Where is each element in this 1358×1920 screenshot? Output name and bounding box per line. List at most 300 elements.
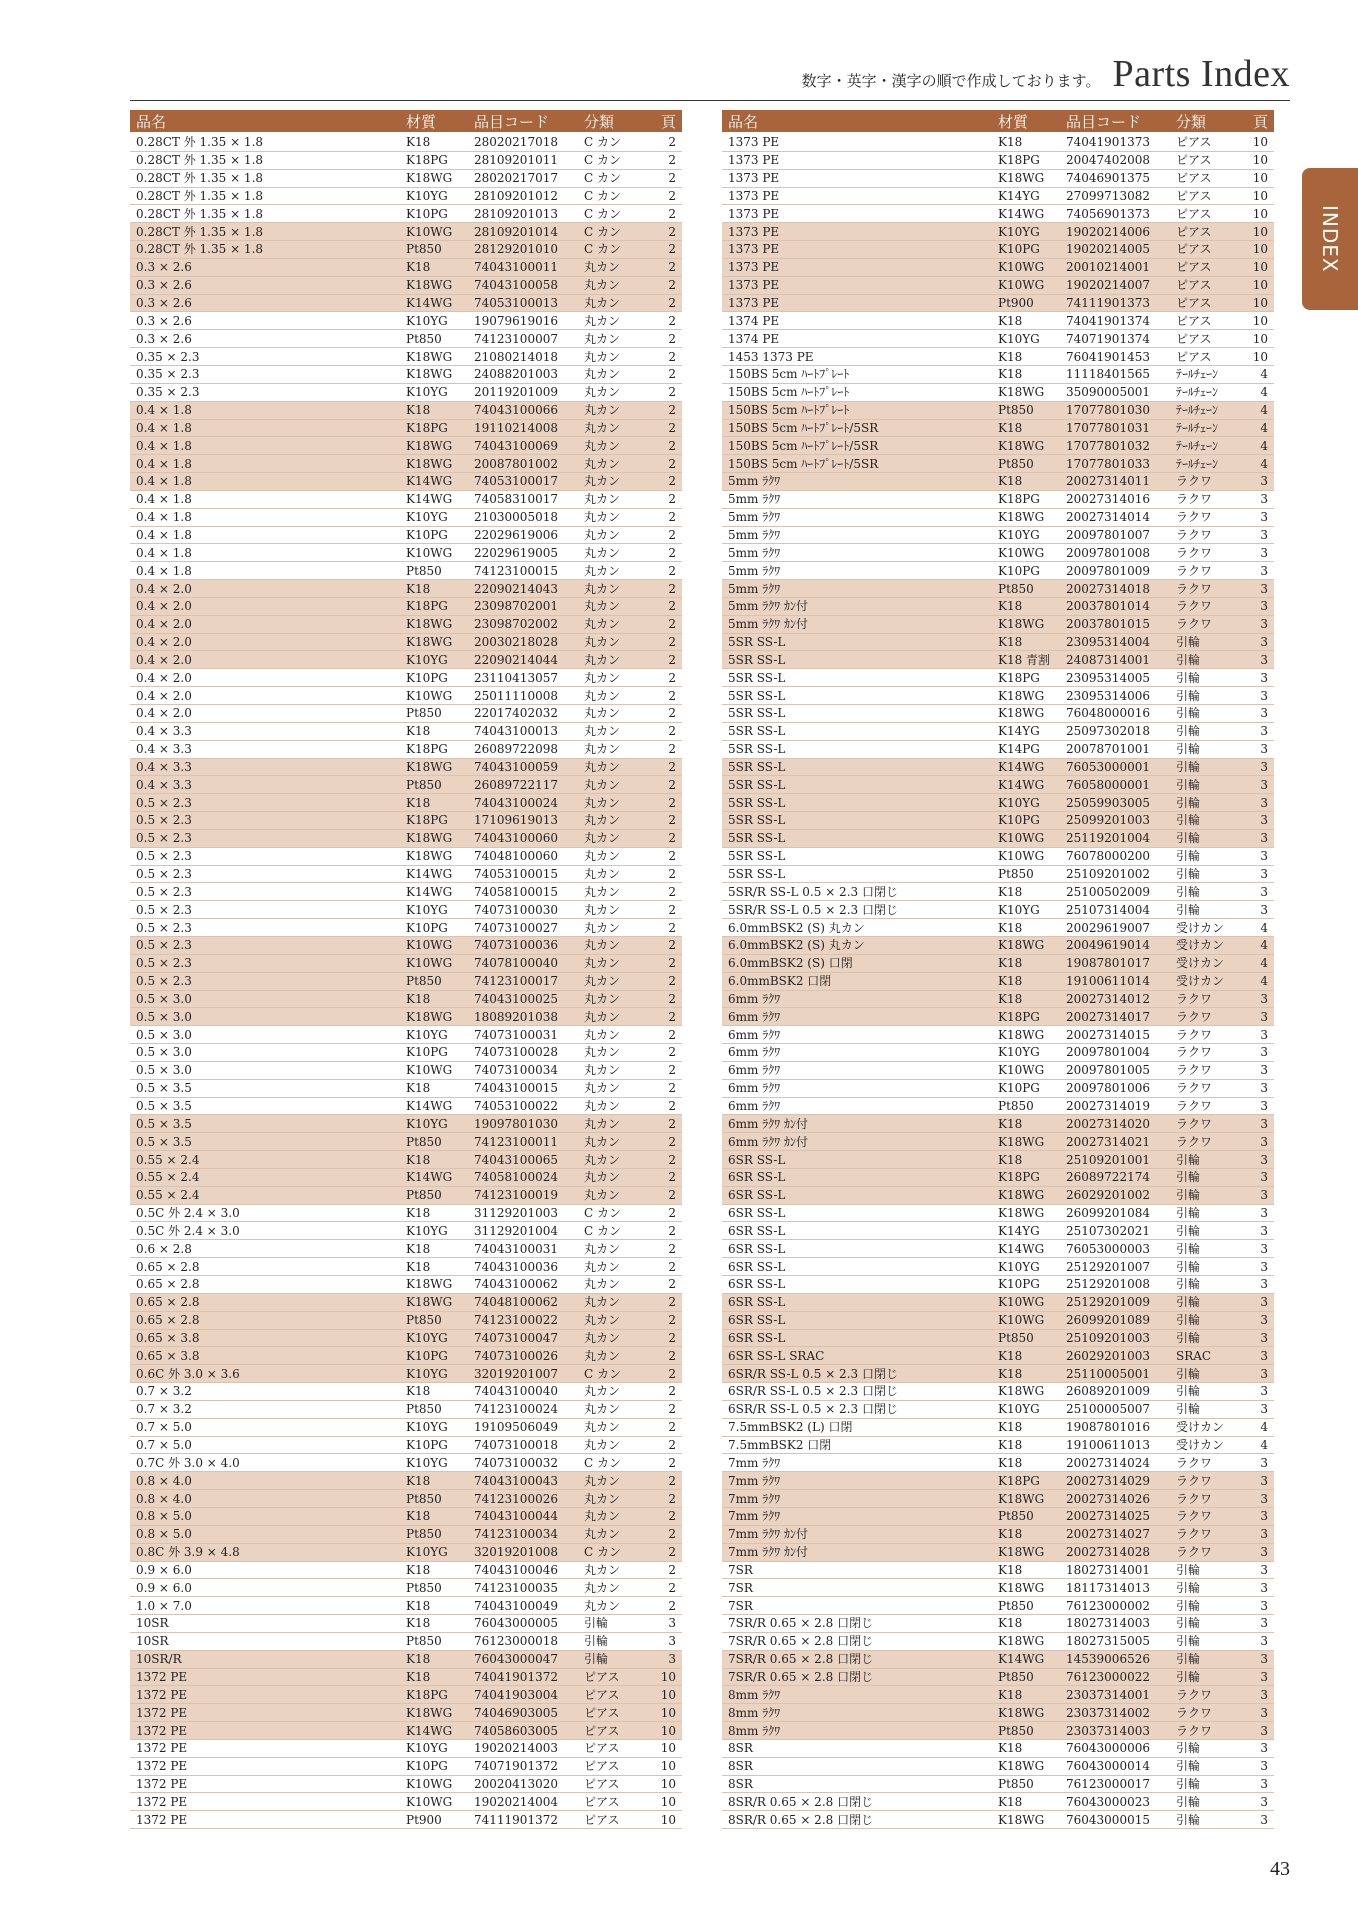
cell-page: 2 <box>668 1242 676 1255</box>
cell-code: 20027314018 <box>1066 582 1150 595</box>
table-row <box>722 1080 1274 1098</box>
table-row <box>722 901 1274 919</box>
table-row <box>130 1740 682 1758</box>
cell-category: 丸カン <box>584 528 621 541</box>
cell-page: 2 <box>668 1349 676 1362</box>
cell-name: 10SR <box>136 1635 169 1648</box>
cell-category: 引輪 <box>1176 1260 1201 1273</box>
cell-code: 19100611014 <box>1066 975 1150 988</box>
cell-material: K14WG <box>998 207 1045 220</box>
cell-page: 3 <box>1260 671 1268 684</box>
cell-name: 5SR SS-L <box>728 707 786 720</box>
cell-page: 4 <box>1260 368 1268 381</box>
cell-category: 引輪 <box>1176 1224 1201 1237</box>
cell-name: 0.7C 外 3.0 × 4.0 <box>136 1456 240 1469</box>
cell-code: 74043100036 <box>474 1260 558 1273</box>
cell-material: Pt850 <box>406 1135 442 1148</box>
table-row <box>130 1115 682 1133</box>
cell-material: K18 <box>998 885 1023 898</box>
cell-category: 引輪 <box>1176 1153 1201 1166</box>
cell-material: K18 <box>406 1510 431 1523</box>
cell-code: 20049619014 <box>1066 939 1150 952</box>
cell-code: 26089722098 <box>474 743 558 756</box>
cell-page: 10 <box>1252 189 1268 202</box>
cell-page: 3 <box>1260 1349 1268 1362</box>
cell-code: 27099713082 <box>1066 189 1150 202</box>
cell-material: K18WG <box>406 439 453 452</box>
cell-category: ラクワ <box>1176 618 1213 631</box>
cell-category: ピアス <box>1176 172 1212 185</box>
cell-material: K10WG <box>998 261 1045 274</box>
cell-page: 3 <box>1260 653 1268 666</box>
cell-page: 3 <box>1260 1688 1268 1701</box>
cell-category: ピアス <box>1176 350 1212 363</box>
cell-code: 26029201002 <box>1066 1189 1150 1202</box>
cell-page: 10 <box>1252 332 1268 345</box>
cell-name: 0.4 × 1.8 <box>136 493 192 506</box>
cell-code: 25109201003 <box>1066 1331 1150 1344</box>
cell-material: K10WG <box>406 689 453 702</box>
cell-name: 150BS 5cm ﾊｰﾄﾌﾟﾚｰﾄ/5SR <box>728 457 879 470</box>
cell-category: ラクワ <box>1176 1010 1213 1023</box>
cell-code: 22029619006 <box>474 528 558 541</box>
cell-material: K10YG <box>406 1421 448 1434</box>
table-row <box>130 1240 682 1258</box>
cell-material: K14WG <box>406 493 453 506</box>
cell-page: 3 <box>1260 1670 1268 1683</box>
table-row <box>130 1187 682 1205</box>
cell-code: 74043100024 <box>474 796 558 809</box>
cell-material: K18 <box>406 1385 431 1398</box>
table-row <box>130 1454 682 1472</box>
cell-material: K18WG <box>406 832 453 845</box>
table-row <box>722 598 1274 616</box>
cell-code: 25011110008 <box>474 689 558 702</box>
cell-code: 74058603005 <box>474 1724 558 1737</box>
cell-page: 3 <box>1260 1528 1268 1541</box>
table-row <box>130 973 682 991</box>
cell-category: 丸カン <box>584 1599 621 1612</box>
cell-material: K18WG <box>998 386 1045 399</box>
cell-page: 3 <box>1260 1403 1268 1416</box>
cell-code: 74043100066 <box>474 404 558 417</box>
cell-name: 5SR SS-L <box>728 671 786 684</box>
cell-material: Pt850 <box>998 1599 1034 1612</box>
cell-name: 0.35 × 2.3 <box>136 350 200 363</box>
cell-name: 0.3 × 2.6 <box>136 261 192 274</box>
cell-code: 74058310017 <box>474 493 558 506</box>
cell-material: K10YG <box>998 528 1040 541</box>
cell-category: ラクワ <box>1176 1474 1213 1487</box>
table-row <box>722 1062 1274 1080</box>
table-row <box>130 991 682 1009</box>
cell-code: 20010214001 <box>1066 261 1150 274</box>
table-row <box>130 1526 682 1544</box>
cell-category: 引輪 <box>1176 743 1201 756</box>
header-category: 分類 <box>584 112 615 131</box>
cell-name: 0.65 × 3.8 <box>136 1349 200 1362</box>
cell-code: 14539006526 <box>1066 1653 1150 1666</box>
table-header-right <box>722 110 1274 132</box>
cell-category: C カン <box>584 1207 621 1220</box>
cell-category: ピアス <box>584 1778 620 1791</box>
cell-code: 19097801030 <box>474 1117 558 1130</box>
cell-category: ピアス <box>1176 136 1212 149</box>
cell-code: 32019201007 <box>474 1367 558 1380</box>
cell-page: 2 <box>668 1296 676 1309</box>
table-row <box>130 134 682 152</box>
cell-category: 丸カン <box>584 814 621 827</box>
cell-material: K10YG <box>406 386 448 399</box>
cell-material: K18WG <box>406 350 453 363</box>
cell-name: 0.28CT 外 1.35 × 1.8 <box>136 207 264 220</box>
cell-page: 10 <box>660 1778 676 1791</box>
cell-category: 丸カン <box>584 332 621 345</box>
cell-category: 引輪 <box>1176 1314 1201 1327</box>
cell-code: 20027314020 <box>1066 1117 1150 1130</box>
cell-code: 19079619016 <box>474 314 558 327</box>
table-row <box>722 437 1274 455</box>
cell-page: 3 <box>1260 511 1268 524</box>
header-code: 品目コード <box>474 112 550 131</box>
table-row <box>130 223 682 241</box>
cell-page: 2 <box>668 636 676 649</box>
cell-name: 7mm ﾗｸﾜ <box>728 1456 781 1469</box>
cell-page: 3 <box>1260 528 1268 541</box>
table-row <box>130 830 682 848</box>
table-row <box>722 205 1274 223</box>
cell-page: 3 <box>1260 1028 1268 1041</box>
cell-name: 6SR SS-L <box>728 1331 786 1344</box>
cell-material: Pt850 <box>998 1510 1034 1523</box>
table-row <box>130 1330 682 1348</box>
cell-name: 6.0mmBSK2 口閉 <box>728 975 832 988</box>
cell-name: 150BS 5cm ﾊｰﾄﾌﾟﾚｰﾄ/5SR <box>728 421 879 434</box>
table-row <box>722 402 1274 420</box>
cell-category: SRAC <box>1176 1349 1212 1362</box>
cell-material: Pt850 <box>406 778 442 791</box>
cell-page: 2 <box>668 1117 676 1130</box>
cell-code: 20020413020 <box>474 1778 558 1791</box>
cell-material: K18WG <box>406 850 453 863</box>
cell-name: 0.5 × 3.0 <box>136 1010 192 1023</box>
cell-page: 2 <box>668 1278 676 1291</box>
cell-page: 3 <box>1260 564 1268 577</box>
cell-code: 20037801014 <box>1066 600 1150 613</box>
table-row <box>130 1544 682 1562</box>
table-row <box>722 794 1274 812</box>
cell-code: 74123100015 <box>474 564 558 577</box>
cell-code: 20027314011 <box>1066 475 1150 488</box>
cell-category: 丸カン <box>584 707 621 720</box>
table-row <box>130 883 682 901</box>
cell-category: 引輪 <box>1176 1296 1201 1309</box>
cell-name: 0.65 × 2.8 <box>136 1314 200 1327</box>
cell-category: 引輪 <box>1176 903 1201 916</box>
cell-category: 丸カン <box>584 582 621 595</box>
cell-material: K18WG <box>998 1028 1045 1041</box>
cell-code: 74053100017 <box>474 475 558 488</box>
table-row <box>130 366 682 384</box>
cell-code: 23110413057 <box>474 671 558 684</box>
cell-page: 2 <box>668 885 676 898</box>
cell-page: 3 <box>1260 814 1268 827</box>
cell-code: 74043100043 <box>474 1474 558 1487</box>
cell-code: 74046901375 <box>1066 172 1150 185</box>
cell-category: 丸カン <box>584 386 621 399</box>
cell-material: K10PG <box>998 1278 1040 1291</box>
table-row <box>722 741 1274 759</box>
cell-code: 20027314021 <box>1066 1135 1150 1148</box>
table-row <box>722 1633 1274 1651</box>
cell-code: 25119201004 <box>1066 832 1150 845</box>
cell-material: K18 <box>998 975 1023 988</box>
cell-name: 0.35 × 2.3 <box>136 386 200 399</box>
cell-code: 74043100011 <box>474 261 558 274</box>
header-page: 頁 <box>660 112 676 131</box>
cell-material: K10WG <box>998 546 1045 559</box>
cell-category: 丸カン <box>584 1349 621 1362</box>
table-row <box>130 687 682 705</box>
cell-code: 74046903005 <box>474 1706 558 1719</box>
cell-name: 5SR SS-L <box>728 778 786 791</box>
cell-code: 74043100013 <box>474 725 558 738</box>
cell-material: K18 <box>406 1653 431 1666</box>
cell-category: 丸カン <box>584 511 621 524</box>
cell-name: 1373 PE <box>728 207 780 220</box>
cell-code: 26029201003 <box>1066 1349 1150 1362</box>
cell-code: 76058000001 <box>1066 778 1150 791</box>
cell-material: K18 <box>998 921 1023 934</box>
cell-material: K14WG <box>998 1653 1045 1666</box>
cell-category: ラクワ <box>1176 546 1213 559</box>
cell-code: 74123100026 <box>474 1492 558 1505</box>
cell-code: 20097801005 <box>1066 1064 1150 1077</box>
cell-page: 3 <box>1260 992 1268 1005</box>
cell-page: 10 <box>660 1706 676 1719</box>
cell-code: 25097302018 <box>1066 725 1150 738</box>
cell-name: 0.5 × 2.3 <box>136 975 192 988</box>
cell-code: 20027314017 <box>1066 1010 1150 1023</box>
cell-material: K18 <box>998 1439 1023 1452</box>
cell-material: K18WG <box>998 707 1045 720</box>
cell-page: 3 <box>1260 725 1268 738</box>
cell-category: ラクワ <box>1176 475 1213 488</box>
cell-page: 2 <box>668 172 676 185</box>
cell-material: Pt850 <box>998 457 1034 470</box>
cell-material: K18WG <box>406 457 453 470</box>
cell-material: K10PG <box>998 243 1040 256</box>
cell-code: 74073100031 <box>474 1028 558 1041</box>
cell-category: 丸カン <box>584 618 621 631</box>
cell-material: K10PG <box>406 1760 448 1773</box>
table-row <box>722 1258 1274 1276</box>
cell-name: 1374 PE <box>728 332 780 345</box>
cell-page: 2 <box>668 1331 676 1344</box>
cell-page: 3 <box>1260 832 1268 845</box>
table-row <box>722 223 1274 241</box>
cell-category: 丸カン <box>584 1064 621 1077</box>
cell-code: 20027314028 <box>1066 1546 1150 1559</box>
cell-category: ラクワ <box>1176 1135 1213 1148</box>
cell-code: 18089201038 <box>474 1010 558 1023</box>
cell-category: 引輪 <box>1176 796 1201 809</box>
cell-name: 0.4 × 1.8 <box>136 564 192 577</box>
page-title: Parts Index <box>1112 53 1290 95</box>
table-row <box>722 883 1274 901</box>
cell-category: 引輪 <box>1176 778 1201 791</box>
cell-material: K18 <box>406 136 431 149</box>
cell-name: 0.5 × 3.0 <box>136 1064 192 1077</box>
side-index-tab[interactable] <box>1302 168 1358 310</box>
cell-page: 3 <box>1260 760 1268 773</box>
cell-name: 8mm ﾗｸﾜ <box>728 1724 781 1737</box>
cell-name: 0.9 × 6.0 <box>136 1563 192 1576</box>
cell-code: 74043100059 <box>474 760 558 773</box>
table-row <box>130 188 682 206</box>
cell-code: 26089201009 <box>1066 1385 1150 1398</box>
table-row <box>130 1437 682 1455</box>
cell-name: 1373 PE <box>728 279 780 292</box>
cell-category: 丸カン <box>584 1403 621 1416</box>
cell-category: C カン <box>584 243 621 256</box>
cell-category: ピアス <box>584 1742 620 1755</box>
table-row <box>722 1419 1274 1437</box>
cell-material: K18 <box>998 1742 1023 1755</box>
cell-material: K18 <box>998 475 1023 488</box>
cell-name: 7mm ﾗｸﾜ <box>728 1474 781 1487</box>
cell-material: K18PG <box>406 421 448 434</box>
cell-page: 3 <box>1260 796 1268 809</box>
cell-material: Pt850 <box>406 1403 442 1416</box>
cell-page: 3 <box>1260 1010 1268 1023</box>
cell-category: ピアス <box>584 1795 620 1808</box>
cell-material: K18 <box>998 421 1023 434</box>
cell-page: 3 <box>1260 1117 1268 1130</box>
cell-material: K10YG <box>998 1403 1040 1416</box>
cell-material: K10WG <box>998 832 1045 845</box>
cell-material: K18WG <box>998 1135 1045 1148</box>
cell-name: 5mm ﾗｸﾜ <box>728 475 781 488</box>
table-row <box>130 1080 682 1098</box>
cell-name: 6mm ﾗｸﾜ <box>728 1010 781 1023</box>
cell-category: C カン <box>584 136 621 149</box>
cell-code: 74123100017 <box>474 975 558 988</box>
cell-page: 2 <box>668 725 676 738</box>
header-name: 品名 <box>136 112 167 131</box>
cell-category: ラクワ <box>1176 1064 1213 1077</box>
cell-category: ラクワ <box>1176 1117 1213 1130</box>
cell-category: ラクワ <box>1176 528 1213 541</box>
cell-name: 0.4 × 2.0 <box>136 636 192 649</box>
cell-material: K18WG <box>406 1706 453 1719</box>
cell-name: 1372 PE <box>136 1760 188 1773</box>
table-row <box>130 152 682 170</box>
cell-page: 2 <box>668 760 676 773</box>
table-row <box>130 544 682 562</box>
cell-name: 0.4 × 1.8 <box>136 404 192 417</box>
cell-page: 2 <box>668 832 676 845</box>
table-row <box>722 1686 1274 1704</box>
cell-material: Pt850 <box>406 1635 442 1648</box>
table-row <box>722 1115 1274 1133</box>
cell-name: 5mm ﾗｸﾜ <box>728 564 781 577</box>
cell-material: K10PG <box>998 1082 1040 1095</box>
cell-code: 28109201011 <box>474 154 558 167</box>
cell-code: 20027314019 <box>1066 1099 1150 1112</box>
cell-code: 18027314003 <box>1066 1617 1150 1630</box>
cell-category: 引輪 <box>1176 1367 1201 1380</box>
cell-name: 1373 PE <box>728 172 780 185</box>
cell-code: 74071901372 <box>474 1760 558 1773</box>
cell-category: 丸カン <box>584 760 621 773</box>
cell-name: 0.5 × 2.3 <box>136 957 192 970</box>
cell-category: 丸カン <box>584 992 621 1005</box>
table-row <box>130 420 682 438</box>
cell-page: 10 <box>1252 297 1268 310</box>
cell-code: 74123100034 <box>474 1528 558 1541</box>
cell-name: 0.4 × 1.8 <box>136 421 192 434</box>
cell-page: 10 <box>1252 136 1268 149</box>
cell-material: K10PG <box>406 921 448 934</box>
cell-category: 引輪 <box>1176 671 1201 684</box>
table-row <box>130 1169 682 1187</box>
cell-material: K10YG <box>406 1742 448 1755</box>
cell-name: 6SR/R SS-L 0.5 × 2.3 口閉じ <box>728 1403 898 1416</box>
cell-page: 10 <box>1252 314 1268 327</box>
cell-name: 6SR SS-L <box>728 1278 786 1291</box>
cell-page: 10 <box>1252 350 1268 363</box>
cell-page: 3 <box>1260 1046 1268 1059</box>
cell-category: ピアス <box>1176 154 1212 167</box>
cell-material: K14YG <box>998 725 1040 738</box>
cell-code: 74073100036 <box>474 939 558 952</box>
cell-code: 18027315005 <box>1066 1635 1150 1648</box>
cell-category: ラクワ <box>1176 1510 1213 1523</box>
cell-category: 引輪 <box>1176 1207 1201 1220</box>
cell-code: 74058100024 <box>474 1171 558 1184</box>
cell-code: 74043100044 <box>474 1510 558 1523</box>
cell-page: 4 <box>1260 421 1268 434</box>
cell-material: K10PG <box>406 1349 448 1362</box>
cell-code: 20027314016 <box>1066 493 1150 506</box>
cell-category: 丸カン <box>584 939 621 952</box>
table-row <box>130 705 682 723</box>
cell-material: K10YG <box>406 1331 448 1344</box>
cell-code: 76078000200 <box>1066 850 1150 863</box>
cell-page: 4 <box>1260 386 1268 399</box>
cell-name: 1372 PE <box>136 1813 188 1826</box>
cell-name: 6SR SS-L <box>728 1189 786 1202</box>
cell-material: K10YG <box>998 332 1040 345</box>
cell-code: 32019201008 <box>474 1546 558 1559</box>
table-row <box>722 1579 1274 1597</box>
cell-page: 2 <box>668 653 676 666</box>
cell-material: K18WG <box>406 1010 453 1023</box>
cell-name: 5mm ﾗｸﾜ <box>728 546 781 559</box>
table-row <box>722 937 1274 955</box>
table-row <box>722 152 1274 170</box>
table-row <box>130 1669 682 1687</box>
cell-name: 0.5 × 3.0 <box>136 992 192 1005</box>
cell-page: 2 <box>668 1207 676 1220</box>
cell-page: 2 <box>668 225 676 238</box>
cell-category: 丸カン <box>584 671 621 684</box>
cell-code: 20097801004 <box>1066 1046 1150 1059</box>
cell-category: 丸カン <box>584 368 621 381</box>
table-row <box>130 580 682 598</box>
cell-name: 5SR SS-L <box>728 850 786 863</box>
